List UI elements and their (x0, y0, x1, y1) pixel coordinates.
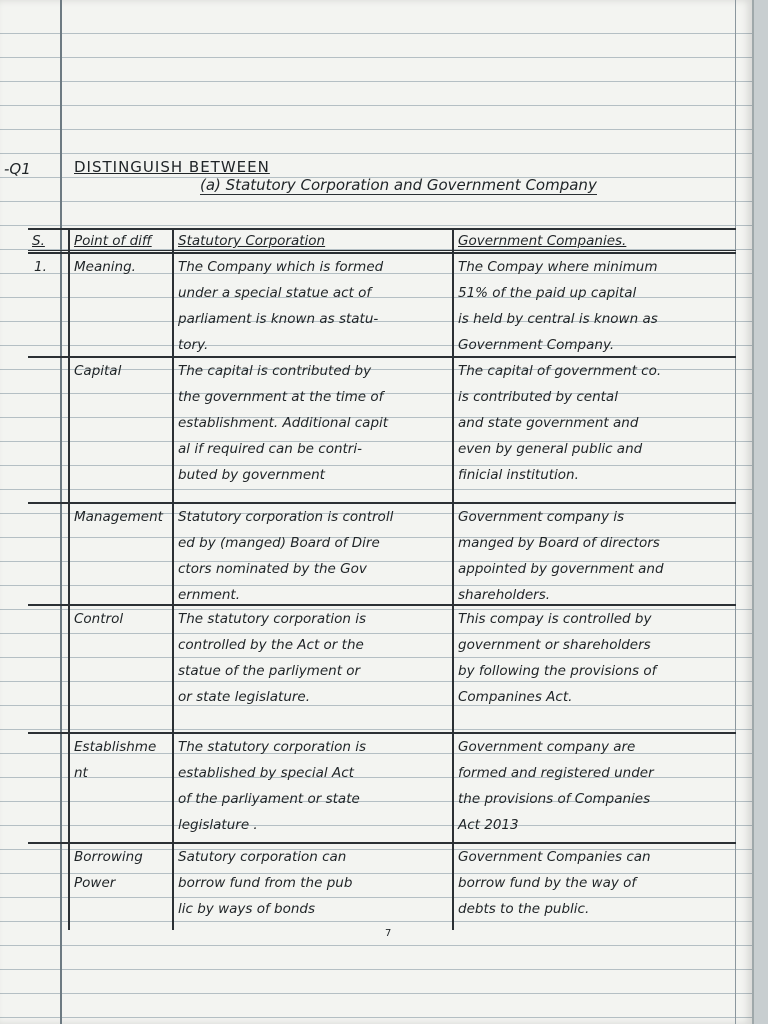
row-statutory-corporation-line: ernment. (178, 587, 241, 603)
row-government-companies-line: by following the provisions of (458, 663, 657, 679)
row-statutory-corporation-line: lic by ways of bonds (178, 901, 315, 917)
table-column-rule (452, 228, 454, 930)
row-government-companies-line: This compay is controlled by (458, 611, 652, 627)
row-government-companies-line: government or shareholders (458, 637, 651, 653)
row-point-of-difference (74, 254, 174, 280)
row-point-of-difference-line: nt (74, 765, 88, 781)
page-number: 7 (385, 928, 392, 939)
row-statutory-corporation-line: of the parliyament or state (178, 791, 360, 807)
row-statutory-corporation-line: Statutory corporation is controll (178, 509, 394, 525)
row-government-companies (458, 844, 738, 922)
row-statutory-corporation-line: The statutory corporation is (178, 739, 367, 755)
row-government-companies-line: is held by central is known as (458, 311, 658, 327)
row-serial-number: 1. (34, 259, 47, 275)
table-row-rule (28, 502, 736, 504)
row-government-companies-line: even by general public and (458, 441, 643, 457)
row-statutory-corporation (178, 734, 454, 838)
row-statutory-corporation (178, 844, 454, 922)
row-government-companies-line: Government company is (458, 509, 625, 525)
row-statutory-corporation-line: ctors nominated by the Gov (178, 561, 367, 577)
table-row-rule (28, 252, 736, 254)
row-government-companies (458, 734, 738, 838)
table-row-rule (28, 842, 736, 844)
header-statutory-corporation: Statutory Corporation (178, 233, 326, 249)
row-statutory-corporation-line: borrow fund from the pub (178, 875, 353, 891)
question-heading: DISTINGUISH BETWEEN (74, 158, 270, 176)
row-statutory-corporation (178, 254, 454, 358)
row-statutory-corporation-line: ed by (manged) Board of Dire (178, 535, 380, 551)
row-government-companies-line: Act 2013 (458, 817, 519, 833)
row-point-of-difference-line: Establishme (74, 739, 157, 755)
row-statutory-corporation-line: the government at the time of (178, 389, 384, 405)
table-header-rule (28, 250, 736, 251)
row-point-of-difference-line: Meaning. (74, 259, 136, 275)
row-government-companies (458, 358, 738, 488)
row-statutory-corporation-line: tory. (178, 337, 209, 353)
table-row-rule (28, 228, 736, 230)
row-statutory-corporation-line: establishment. Additional capit (178, 415, 389, 431)
question-number: -Q1 (4, 160, 31, 178)
header-sno: S. (32, 233, 45, 249)
row-statutory-corporation (178, 606, 454, 710)
row-point-of-difference (74, 734, 174, 786)
row-statutory-corporation-line: established by special Act (178, 765, 354, 781)
row-statutory-corporation-line: statue of the parliyment or (178, 663, 361, 679)
left-margin-line (60, 0, 62, 1024)
row-government-companies-line: borrow fund by the way of (458, 875, 637, 891)
row-statutory-corporation (178, 358, 454, 488)
table-column-rule (172, 228, 174, 930)
row-government-companies-line: The capital of government co. (458, 363, 662, 379)
row-government-companies-line: Government company are (458, 739, 636, 755)
row-government-companies-line: manged by Board of directors (458, 535, 660, 551)
row-statutory-corporation-line: parliament is known as statu- (178, 311, 379, 327)
row-statutory-corporation-line: legislature . (178, 817, 258, 833)
table-row-rule (28, 604, 736, 606)
row-point-of-difference-line: Power (74, 875, 116, 891)
table-row-rule (28, 356, 736, 358)
row-point-of-difference-line: Management (74, 509, 163, 525)
row-government-companies-line: finicial institution. (458, 467, 579, 483)
row-point-of-difference (74, 504, 174, 530)
row-government-companies (458, 504, 738, 608)
row-point-of-difference (74, 844, 174, 896)
row-point-of-difference-line: Control (74, 611, 124, 627)
row-government-companies (458, 606, 738, 710)
row-statutory-corporation-line: The Company which is formed (178, 259, 384, 275)
row-point-of-difference-line: Capital (74, 363, 122, 379)
row-government-companies-line: Government Company. (458, 337, 615, 353)
row-government-companies-line: is contributed by cental (458, 389, 618, 405)
row-statutory-corporation-line: The statutory corporation is (178, 611, 367, 627)
row-statutory-corporation-line: Satutory corporation can (178, 849, 347, 865)
table-row-rule (28, 732, 736, 734)
row-government-companies-line: and state government and (458, 415, 639, 431)
row-government-companies-line: shareholders. (458, 587, 551, 603)
row-government-companies-line: 51% of the paid up capital (458, 285, 637, 301)
row-point-of-difference (74, 358, 174, 384)
row-statutory-corporation-line: under a special statue act of (178, 285, 372, 301)
row-government-companies (458, 254, 738, 358)
row-statutory-corporation-line: controlled by the Act or the (178, 637, 364, 653)
row-government-companies-line: the provisions of Companies (458, 791, 651, 807)
header-government-companies: Government Companies. (458, 233, 627, 249)
row-statutory-corporation-line: al if required can be contri- (178, 441, 362, 457)
row-point-of-difference (74, 606, 174, 632)
question-subheading: (a) Statutory Corporation and Government Company (200, 176, 597, 194)
row-government-companies-line: The Compay where minimum (458, 259, 658, 275)
row-government-companies-line: Companines Act. (458, 689, 573, 705)
row-government-companies-line: formed and registered under (458, 765, 654, 781)
row-statutory-corporation-line: or state legislature. (178, 689, 311, 705)
row-government-companies-line: Government Companies can (458, 849, 651, 865)
header-point-of-difference: Point of diff (74, 233, 152, 249)
row-government-companies-line: debts to the public. (458, 901, 590, 917)
row-statutory-corporation-line: buted by government (178, 467, 325, 483)
row-statutory-corporation-line: The capital is contributed by (178, 363, 372, 379)
row-point-of-difference-line: Borrowing (74, 849, 143, 865)
row-government-companies-line: appointed by government and (458, 561, 664, 577)
page-edge (752, 0, 768, 1024)
table-column-rule (68, 228, 70, 930)
row-statutory-corporation (178, 504, 454, 608)
